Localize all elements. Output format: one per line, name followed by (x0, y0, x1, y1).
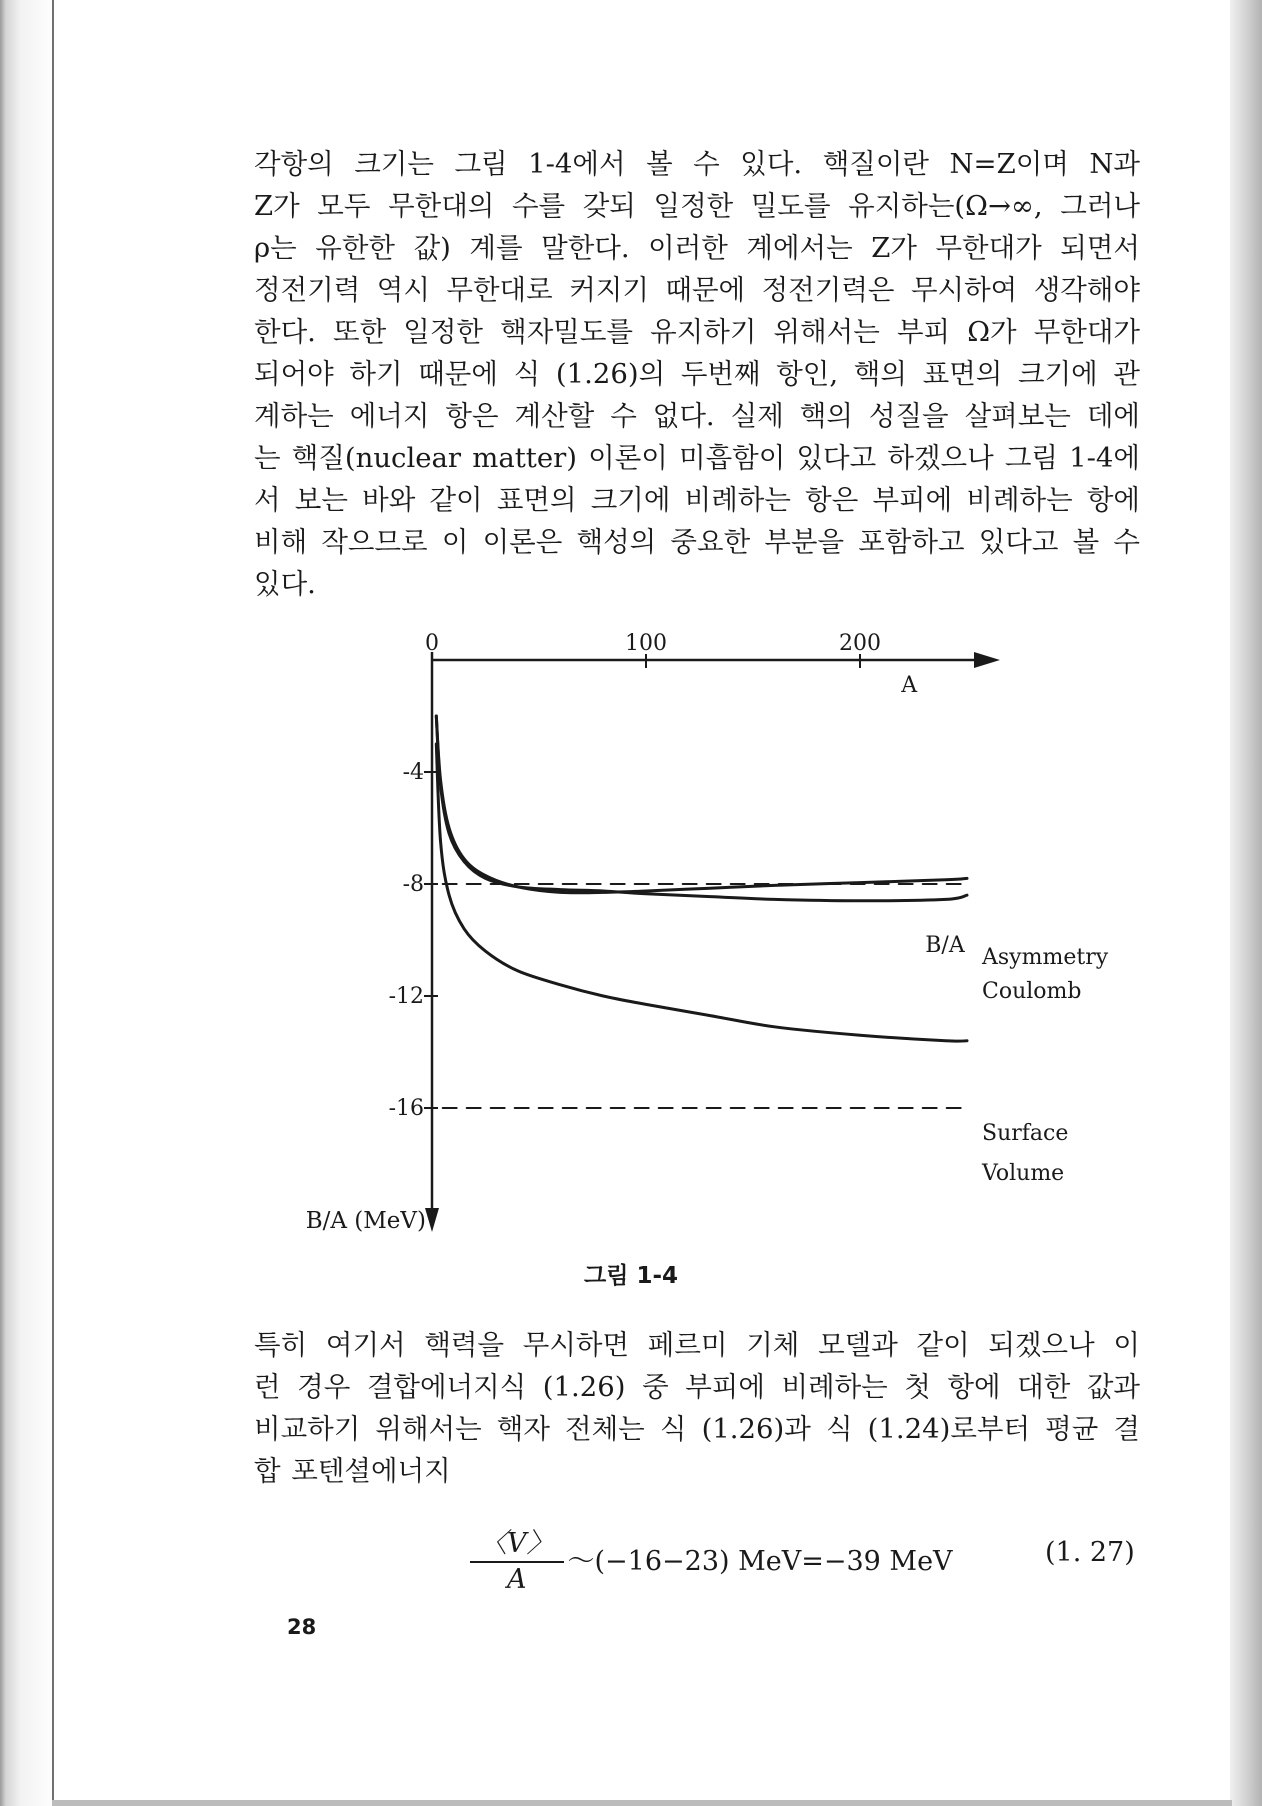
text-line: 런 경우 결합에너지식 (1.26) 중 부피에 비례하는 첫 항에 대한 값과 (254, 1371, 1140, 1403)
equation-denominator: A (507, 1564, 527, 1595)
series-surface (436, 744, 967, 1041)
text-line: 있다. (254, 568, 316, 600)
x-tick-label: 100 (625, 631, 667, 656)
series-coulomb (436, 716, 967, 901)
y-axis-arrow (425, 1208, 439, 1232)
text-line: 각항의 크기는 그림 1-4에서 볼 수 있다. 핵질이란 N=Z이며 N과 (254, 148, 1140, 180)
text-line: 되어야 하기 때문에 식 (1.26)의 두번째 항인, 핵의 표면의 크기에 관 (254, 358, 1140, 390)
equation-1-27 (470, 1522, 953, 1594)
equation-number: (1. 27) (1045, 1537, 1135, 1568)
text-line: 는 핵질(nuclear matter) 이론이 미흡함이 있다고 하겠으나 그림 1-4에 (254, 442, 1140, 474)
y-tick-label: -4 (402, 760, 424, 785)
figure-caption: 그림 1-4 (584, 1263, 678, 1289)
chart-ticks (389, 631, 881, 1121)
paragraph-2 (254, 1324, 1140, 1492)
y-tick-label: -16 (388, 1096, 424, 1121)
text-line: 특히 여기서 핵력을 무시하면 페르미 기체 모델과 같이 되겠으나 이 (254, 1329, 1140, 1361)
curve-label-volume: Volume (982, 1161, 1065, 1186)
curve-label-coulomb: Coulomb (982, 979, 1082, 1004)
x-tick-label: 200 (839, 631, 881, 656)
x-tick-label: 0 (425, 631, 439, 656)
y-tick-label: -12 (388, 984, 424, 1009)
page-number: 28 (287, 1615, 317, 1639)
text-line: 서 보는 바와 같이 표면의 크기에 비례하는 항은 부피에 비례하는 항에 (254, 484, 1140, 516)
chart-labels (306, 673, 1109, 1234)
text-line: 계하는 에너지 항은 계산할 수 없다. 실제 핵의 성질을 살펴보는 데에 (254, 400, 1140, 432)
text-line: 한다. 또한 일정한 핵자밀도를 유지하기 위해서는 부피 Ω가 무한대가 (254, 316, 1140, 348)
equation-rhs: ～(−16−23) MeV=−39 MeV (567, 1545, 953, 1577)
equation-numerator: 〈V〉 (470, 1521, 564, 1563)
y-axis-label: B/A (MeV) (305, 1208, 426, 1234)
curve-label-ba: B/A (925, 933, 965, 958)
chart-axes (425, 652, 1000, 1232)
text-line: 합 포텐셜에너지 (254, 1455, 451, 1487)
text-line: 정전기력 역시 무한대로 커지기 때문에 정전기력은 무시하여 생각해야 (254, 274, 1140, 306)
series-asymmetry (436, 716, 967, 893)
bottom-page-edge (52, 1800, 1232, 1806)
x-axis-label: A (901, 673, 918, 698)
text-line: 비교하기 위해서는 핵자 전체는 식 (1.26)과 식 (1.24)로부터 평균 결 (254, 1413, 1140, 1445)
chart-plot (436, 716, 967, 1108)
y-tick-label: -8 (402, 872, 424, 897)
equation-fraction (470, 1521, 564, 1595)
x-axis-arrow (974, 652, 1000, 668)
curve-label-surface: Surface (982, 1121, 1069, 1146)
text-line: 비해 작으므로 이 이론은 핵성의 중요한 부분을 포함하고 있다고 볼 수 (254, 526, 1140, 558)
curve-label-asymmetry: Asymmetry (982, 945, 1109, 970)
text-line: Z가 모두 무한대의 수를 갖되 일정한 밀도를 유지하는(Ω→∞, 그러나 (254, 190, 1140, 222)
text-line: ρ는 유한한 값) 계를 말한다. 이러한 계에서는 Z가 무한대가 되면서 (254, 232, 1140, 264)
